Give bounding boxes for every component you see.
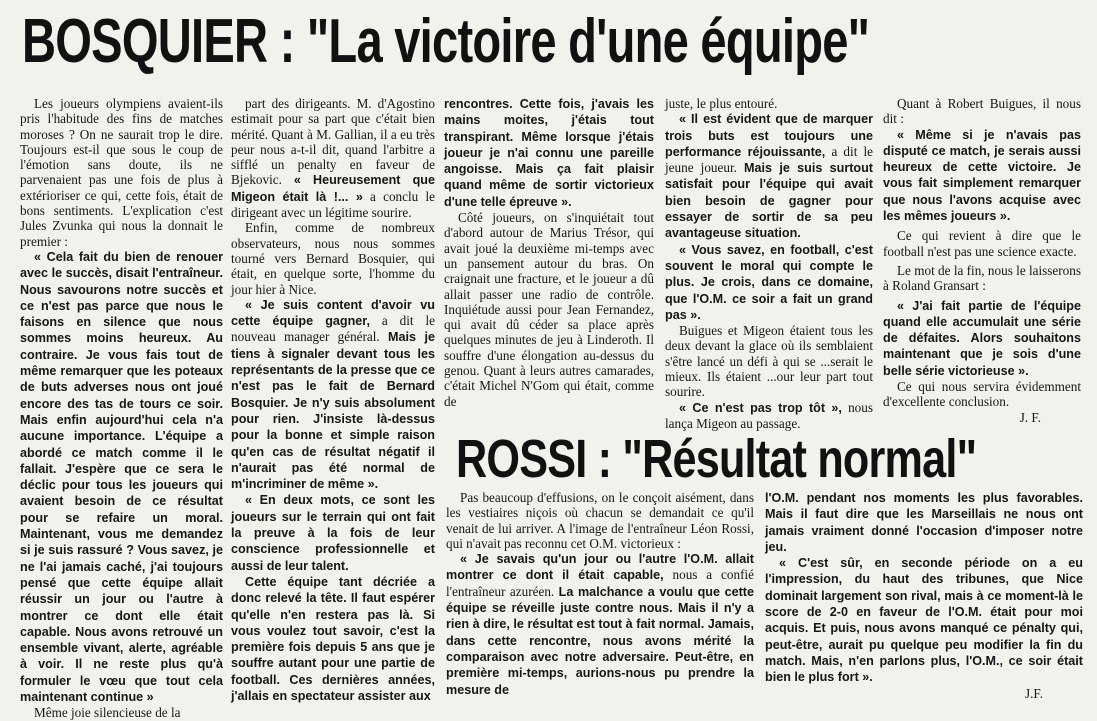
paragraph: Même joie silencieuse de la <box>34 705 181 721</box>
quote-paragraph <box>20 249 223 705</box>
paragraph-text: a dit le nouveau manager général. <box>231 313 436 345</box>
quote-paragraph <box>446 551 754 698</box>
quote-text: l'O.M. pendant nos moments les plus favorables. Mais il faut dire que les Marseillais ne nous ont jamais vraiment donné l'occasion d'imposer notre jeu. <box>765 491 1083 554</box>
rossi-column-1 <box>446 490 755 697</box>
quote-text: « C'est sûr, en seconde période on a eu l'impression, du haut des tribunes, que Nice dominait largement son rival, mais à ce moment-là le score de 2-0 en faveur de l'O.M. était pour moi acquis. Et puis, nous avons manqué ce pénalty qui, peut-être, aurait pu quelque peu modifier la fin du match. Mais, n'en parlons plus, l'O.M., ce soir était bien le plus fort ». <box>765 556 1083 685</box>
rossi-column-2 <box>765 490 1083 701</box>
author-signature: J.F. <box>1024 685 1043 701</box>
quote-text: « Je suis content d'avoir vu cette équipe gagner, <box>231 297 435 329</box>
quote-text: Cette équipe tant décriée a donc relevé la tête. Il faut espérer qu'elle n'en restera pas là. Si vous voulez tout savoir, c'est la première fois depuis 5 ans que je souffre autant pour une partie de football. Ces dernières années, j'allais en spectateur assister aux <box>231 574 435 703</box>
quote-text: « J'ai fait partie de l'équipe quand elle accumulait une série de défaites. Alors souhaitons maintenant que je sois d'une belle série victorieuse ». <box>883 298 1081 378</box>
paragraph: Le mot de la fin, nous le laisserons à Roland Gransart : <box>883 262 1081 294</box>
paragraph: juste, le plus entouré. <box>665 96 778 111</box>
quote-text: Mais je tiens à signaler devant tous les représentants de la presse que ce n'est pas le fait de Bernard Bosquier. Je n'y suis absolument pour rien. J'insiste là-dessus pour la bonne et simple raison qu'en cas de résultat négatif il n'aurait pas été normal de m'incriminer de même ». <box>231 330 435 492</box>
article-column-2 <box>231 96 436 703</box>
paragraph-text: part des dirigeants. M. d'Agostino estimait pour sa part que c'était bien mérité. Quant à M. Gallian, il a eu très peur nous a-t-il dit, quand l'arbitre a sifflé un penalty en faveur de Bjekovic. <box>231 96 435 188</box>
quote-paragraph <box>765 555 1083 685</box>
quote-paragraph <box>765 490 1083 555</box>
paragraph-text: a dit le jeune joueur. <box>665 143 874 176</box>
quote-text: « Il est évident que de marquer trois buts est toujours une performance réjouissante, <box>665 112 873 159</box>
quote-paragraph <box>883 127 1081 225</box>
quote-paragraph <box>231 574 435 704</box>
paragraph: Ce qui nous servira évidemment d'excellente conclusion. <box>883 379 1081 410</box>
quote-text: rencontres. Cette fois, j'avais les mains moites, j'étais tout transpirant. Même lorsque j'étais joueur je n'ai connu une pareille angoisse. Mais ça fait plaisir quand même de sortir victorieux d'une telle épreuve ». <box>444 97 654 209</box>
headline-bosquier: BOSQUIER : "La victoire d'une équipe" <box>22 7 870 76</box>
author-signature: J. F. <box>1019 409 1041 425</box>
quote-paragraph <box>444 96 654 210</box>
paragraph-text: nous lança Migeon au passage. <box>665 399 873 431</box>
quote-text: « Même si je n'avais pas disputé ce match, je serais aussi heureux de cette victoire. Je vous fait simplement remarquer que nous l'avons acquise avec les mêmes joueurs ». <box>883 127 1081 224</box>
paragraph: Les joueurs olympiens avaient-ils pris l'habitude des fins de matches moroses ? On ne saurait trop le dire. Toujours est-il que sous le coup de l'émotion sans doute, ils ne parvenaient pas une fois de plus à extérioriser ce qui, cette fois, était de bons sentiments. L'explication c'est Jules Zvunka qui nous la donnait le premier : <box>20 96 223 249</box>
quote-paragraph <box>231 297 435 493</box>
quote-text: « Ce n'est pas trop tôt », <box>679 400 842 415</box>
headline-rossi: ROSSI : "Résultat normal" <box>456 429 977 489</box>
paragraph: Ce qui revient à dire que le football n'est pas une science exacte. <box>883 228 1081 259</box>
quote-paragraph <box>231 492 435 573</box>
paragraph-text: a conclu le dirigeant avec un légitime sourire. <box>231 188 435 221</box>
article-column-3 <box>444 96 654 408</box>
quote-text: Mais je suis surtout satisfait pour l'équipe qui avait bien besoin de gagner pour essayer de sortir de sa peu avantageuse situation. <box>665 161 873 241</box>
quote-paragraph <box>665 400 873 432</box>
quote-paragraph <box>883 298 1081 379</box>
article-column-4 <box>665 96 874 431</box>
quote-text: La malchance a voulu que cette équipe se réveille juste contre nous. Mais il n'y a rien à dire, le résultat est tout à fait normal. Jamais, dans cette rencontre, nous avons mérité la comparaison avec notre adversaire. Peut-être, en première mi-temps, aurions-nous pu prendre la mesure de <box>446 584 755 697</box>
paragraph: Buigues et Migeon étaient tous les deux devant la glace où ils semblaient s'être lancé un défi à qui se ...serait le mieux. Ils étaient ...our leur part tout sourire. <box>665 323 873 400</box>
article-column-1 <box>20 96 223 721</box>
quote-text: « En deux mots, ce sont les joueurs sur le terrain qui ont fait la preuve à la fois de leur conscience professionnelle et aussi de leur talent. <box>231 493 435 573</box>
quote-paragraph <box>665 242 873 323</box>
paragraph: Côté joueurs, on s'inquiétait tout d'abord autour de Marius Trésor, qui avait joué la deuxième mi-temps avec un pansement autour du bras. On craignait une fracture, et le joueur a dû allait passer une radio de contrôle. Inquiétude aussi pour Jean Fernandez, qui avait dû céder sa place après quelques minutes de jeu à Linderoth. Il souffre d'une élongation au-dessus du genou. Quant à leurs autres camarades, c'était Michel N'Gom qui était, comme de <box>444 210 654 409</box>
quote-text: « Je savais qu'un jour ou l'autre l'O.M. allait montrer ce dont il était capable, <box>446 552 754 583</box>
quote-text: « Cela fait du bien de renouer avec le succès, disait l'entraîneur. Nous savourons notre succès et ce n'est pas parce que nous le faisons en silence que nous sommes moins heureux. Au contraire. Je vous fais tout de même remarquer que les poteaux de buts adverses nous ont joué encore des tas de tours ce soir. Mais enfin aujourd'hui cela n'a aucune importance. L'équipe a abordé ce match comme il le fallait. J'espère que ce sera le déclic pour tous les joueurs qui avaient besoin de ce résultat pour se refaire un moral. Maintenant, vous me demandez si je suis rassuré ? Vous savez, je ne l'ai jamais caché, j'ai toujours pensé que cette équipe allait réussir un jour ou l'autre à montrer ce dont elle était capable. Nous avons retrouvé un ensemble vivant, alerte, agréable à voir. Il ne reste plus qu'à formuler le vœu que tout cela maintenant continue » <box>20 249 223 704</box>
paragraph: Pas beaucoup d'effusions, on le conçoit aisément, dans les vestiaires niçois où chacun se demandait ce qu'il venait de lui arriver. A l'image de l'entraîneur Léon Rossi, qui n'avait pas reconnu cet O.M. victorieux : <box>446 490 754 551</box>
quote-text: « Heureusement que Migeon était là !... » <box>231 173 435 204</box>
quote-paragraph <box>665 111 873 241</box>
paragraph-text: nous a confié l'entraîneur azuréen. <box>446 567 754 599</box>
paragraph: Enfin, comme de nombreux observateurs, nous nous sommes tourné vers Bernard Bosquier, qui était, en quelque sorte, l'homme du jour hier à Nice. <box>231 220 435 297</box>
paragraph <box>231 96 435 220</box>
article-column-5 <box>883 96 1081 426</box>
paragraph: Quant à Robert Buigues, il nous dit : <box>883 96 1081 127</box>
quote-text: « Vous savez, en football, c'est souvent le moral qui compte le plus. Je crois, dans ce domaine, que l'O.M. ce soir a fait un grand pas ». <box>665 242 873 322</box>
